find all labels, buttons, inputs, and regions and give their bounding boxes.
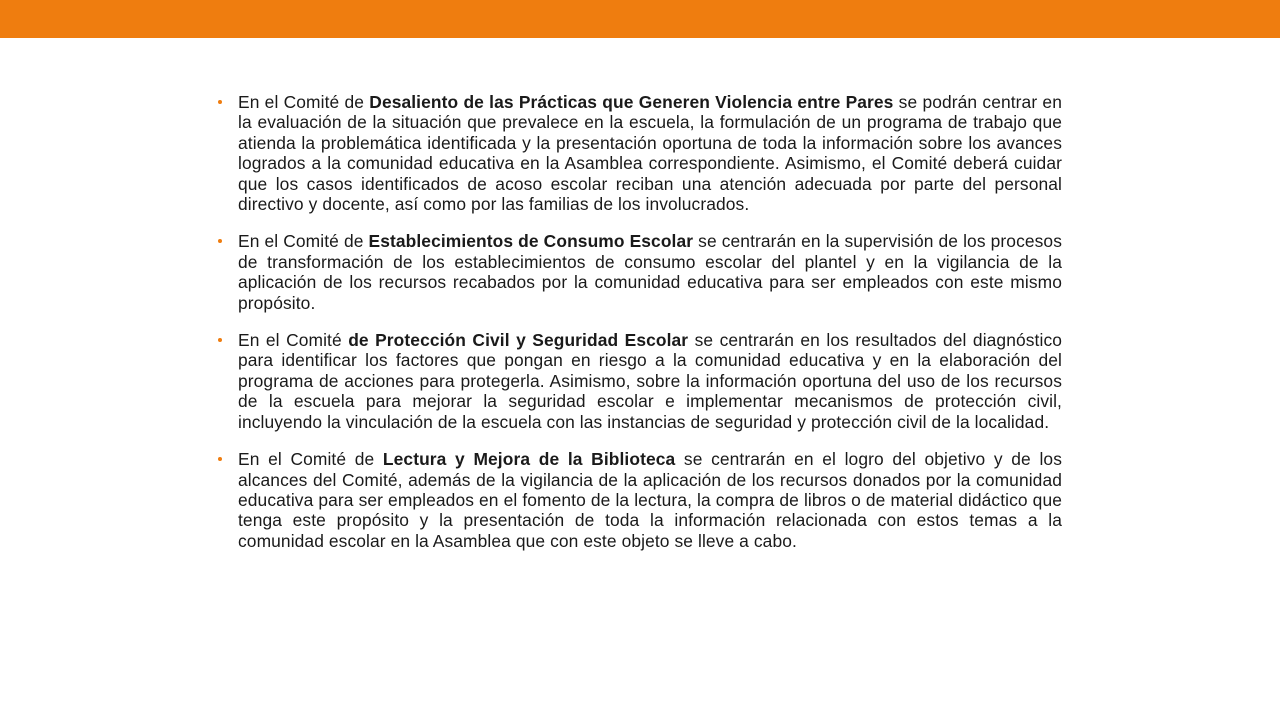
bullet-dot-icon: [218, 239, 222, 243]
bullet-dot-icon: [218, 100, 222, 104]
bullet-item-violencia: [218, 92, 1062, 214]
committee-name: Establecimientos de Consumo Escolar: [368, 231, 694, 252]
top-accent-bar: [0, 0, 1280, 38]
committee-name: Lectura y Mejora de la Biblioteca: [382, 449, 676, 470]
bullet-item-consumo: [218, 231, 1062, 313]
bullet-text: En el Comité de Lectura y Mejora de la Biblioteca se centrarán en el logro del objetivo y de los alcances del Comité, además de la vigilancia de la aplicación de los recursos donados por la comunidad educativa para ser empleados en el fomento de la lectura, la compra de libros o de material didáctico que tenga este propósito y la presentación de toda la información relacionada con estos temas a la comunidad escolar en la Asamblea que con este objeto se lleve a cabo.: [238, 449, 1062, 551]
bullet-text: En el Comité de Protección Civil y Seguridad Escolar se centrarán en los resultados del diagnóstico para identificar los factores que pongan en riesgo a la comunidad educativa y en la elaboración del programa de acciones para protegerla. Asimismo, sobre la información oportuna del uso de los recursos de la escuela para mejorar la seguridad escolar e implementar mecanismos de protección civil, incluyendo la vinculación de la escuela con las instancias de seguridad y protección civil de la localidad.: [238, 330, 1063, 432]
bullet-item-lectura: [218, 449, 1062, 551]
bullet-dot-icon: [218, 338, 222, 342]
bullet-dot-icon: [218, 457, 222, 461]
bullet-text: En el Comité de Desaliento de las Prácticas que Generen Violencia entre Pares se podrán centrar en la evaluación de la situación que prevalece en la escuela, la formulación de un programa de trabajo que atienda la problemática identificada y la presentación oportuna de toda la información sobre los avances logrados a la comunidad educativa en la Asamblea correspondiente. Asimismo, el Comité deberá cuidar que los casos identificados de acoso escolar reciban una atención adecuada por parte del personal directivo y docente, así como por las familias de los involucrados.: [238, 92, 1062, 215]
committee-name: de Protección Civil y Seguridad Escolar: [348, 330, 689, 351]
committee-name: Desaliento de las Prácticas que Generen Violencia entre Pares: [369, 92, 894, 112]
bullet-item-proteccion: [218, 330, 1062, 432]
slide-content: [218, 92, 1062, 568]
bullet-text: En el Comité de Establecimientos de Consumo Escolar se centrarán en la supervisión de los procesos de transformación de los establecimientos de consumo escolar del plantel y en la vigilancia de la aplicación de los recursos recabados por la comunidad educativa para ser empleados con este mismo propósito.: [238, 231, 1063, 313]
